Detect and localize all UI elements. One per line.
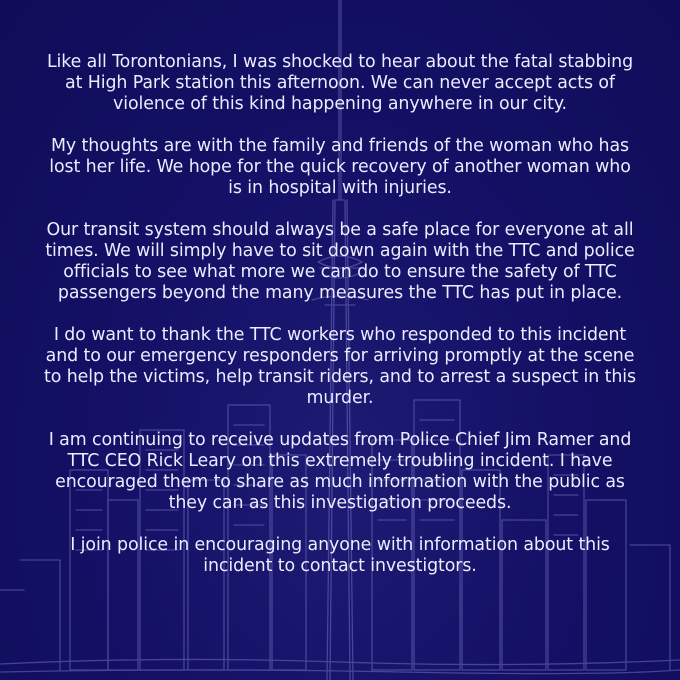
statement-paragraph-2: My thoughts are with the family and friends of the woman who has lost her life. We hope for the quick recovery of another woman who is in hospital with injuries.: [49, 136, 631, 198]
statement-text: [40, 52, 640, 577]
statement-paragraph-1: Like all Torontonians, I was shocked to hear about the fatal stabbing at High Park station this afternoon. We can never accept acts of violence of this kind happening anywhere in our city.: [46, 52, 634, 114]
statement-paragraph-5: I am continuing to receive updates from Police Chief Jim Ramer and TTC CEO Rick Leary on this extremely troubling incident. I have encouraged them to share as much information with the public as they can as this investigation proceeds.: [48, 430, 632, 513]
statement-paragraph-4: I do want to thank the TTC workers who responded to this incident and to our emergency responders for arriving promptly at the scene to help the victims, help transit riders, and to arrest a suspect in this murder.: [44, 325, 636, 408]
statement-paragraph-3: Our transit system should always be a safe place for everyone at all times. We will simply have to sit down again with the TTC and police officials to see what more we can do to ensure the safety of TTC passengers beyond the many measures the TTC has put in place.: [45, 220, 635, 303]
statement-paragraph-6: I join police in encouraging anyone with information about this incident to contact investigtors.: [70, 535, 610, 576]
